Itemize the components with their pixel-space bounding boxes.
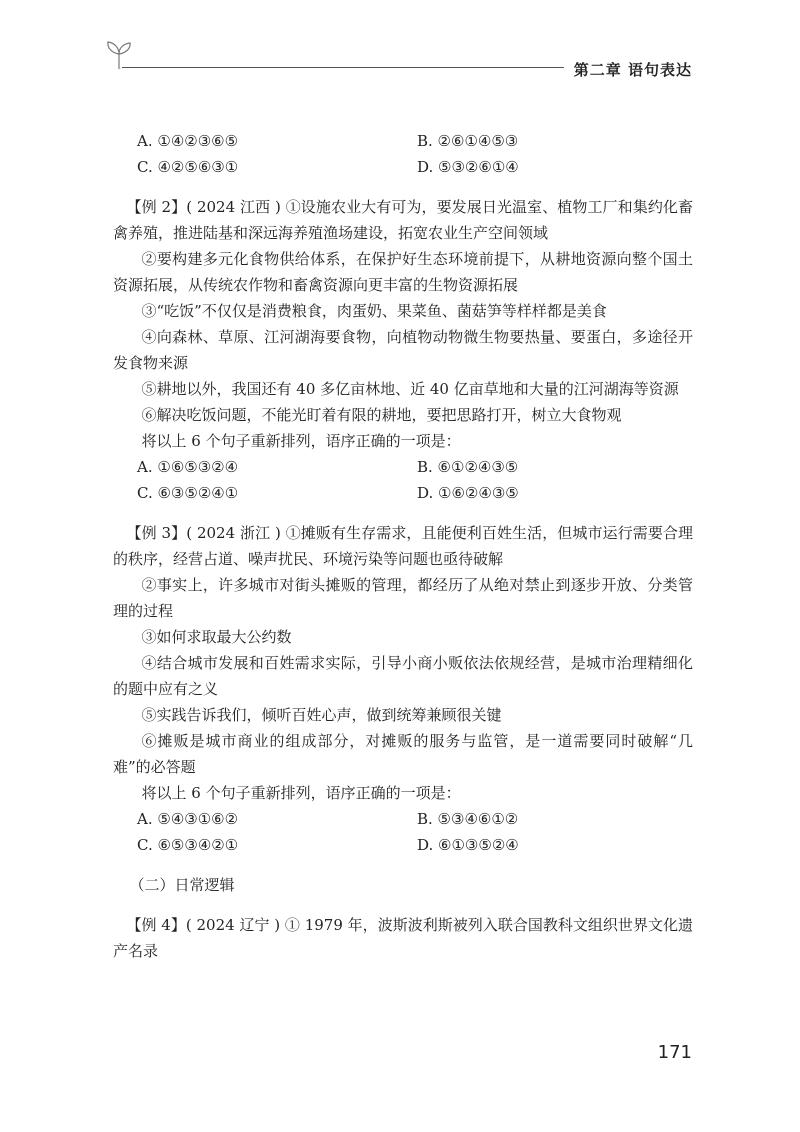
option-a: A. ⑤④③①⑥② [137, 810, 239, 828]
option-b: B. ②⑥①④⑤③ [417, 132, 519, 150]
example-4-intro: 【例 4】( 2024 辽宁 ) ① 1979 年，波斯波利斯被列入联合国教科文组织世界文化遗产名录 [113, 916, 693, 960]
option-d: D. ⑥①③⑤②④ [417, 836, 519, 854]
option-c: C. ⑥⑤③④②① [137, 836, 239, 854]
example-2-sentence-6: ⑥解决吃饭问题，不能光盯着有限的耕地，要把思路打开，树立大食物观 [141, 406, 622, 424]
option-c: C. ⑥③⑤②④① [137, 484, 239, 502]
example-3-sentence-4: ④结合城市发展和百姓需求实际，引导小商小贩依法依规经营，是城市治理精细化的题中应有之义 [113, 654, 693, 698]
sprout-icon [106, 40, 132, 70]
example-2-intro: 【例 2】( 2024 江西 ) ①设施农业大有可为，要发展日光温室、植物工厂和集约化畜禽养殖，推进陆基和深远海养殖渔场建设，拓宽农业生产空间领域 [113, 198, 693, 242]
option-b: B. ⑤③④⑥①② [417, 810, 519, 828]
example-3-sentence-2: ②事实上，许多城市对街头摊贩的管理，都经历了从绝对禁止到逐步开放、分类管理的过程 [113, 576, 693, 620]
example-3-sentence-5: ⑤实践告诉我们，倾听百姓心声，做到统筹兼顾很关键 [141, 706, 502, 724]
example-2-sentence-5: ⑤耕地以外，我国还有 40 多亿亩林地、近 40 亿亩草地和大量的江河湖海等资源 [141, 380, 679, 398]
page-number: 171 [657, 1042, 692, 1063]
example-3-intro: 【例 3】( 2024 浙江 ) ①摊贩有生存需求，且能便利百姓生活，但城市运行需要合理的秩序，经营占道、噪声扰民、环境污染等问题也亟待破解 [113, 524, 693, 568]
example-3-sentence-6: ⑥摊贩是城市商业的组成部分，对摊贩的服务与监管，是一道需要同时破解“几难”的必答题 [113, 732, 693, 776]
option-d: D. ⑤③②⑥①④ [417, 158, 519, 176]
example-2-sentence-4: ④向森林、草原、江河湖海要食物，向植物动物微生物要热量、要蛋白，多途径开发食物来源 [113, 328, 693, 372]
options-block-1 [113, 128, 693, 180]
option-a: A. ①④②③⑥⑤ [137, 132, 239, 150]
option-d: D. ①⑥②④③⑤ [417, 484, 519, 502]
option-a: A. ①⑥⑤③②④ [137, 458, 239, 476]
page-content [113, 128, 693, 964]
option-b: B. ⑥①②④③⑤ [417, 458, 519, 476]
example-2-sentence-2: ②要构建多元化食物供给体系，在保护好生态环境前提下，从耕地资源向整个国土资源拓展，从传统农作物和畜禽资源向更丰富的生物资源拓展 [113, 250, 693, 294]
section-heading: （二）日常逻辑 [129, 876, 235, 894]
option-c: C. ④②⑤⑥③① [137, 158, 239, 176]
chapter-title: 第二章 语句表达 [564, 59, 692, 80]
options-block-2 [113, 454, 693, 506]
example-3-question: 将以上 6 个句子重新排列，语序正确的一项是： [141, 784, 461, 802]
example-2-sentence-3: ③“吃饭”不仅仅是消费粮食，肉蛋奶、果菜鱼、菌菇笋等样样都是美食 [141, 302, 607, 320]
options-block-3 [113, 806, 693, 858]
page-header [0, 0, 800, 90]
example-2-question: 将以上 6 个句子重新排列，语序正确的一项是： [141, 432, 461, 450]
example-3-sentence-3: ③如何求取最大公约数 [141, 628, 292, 646]
